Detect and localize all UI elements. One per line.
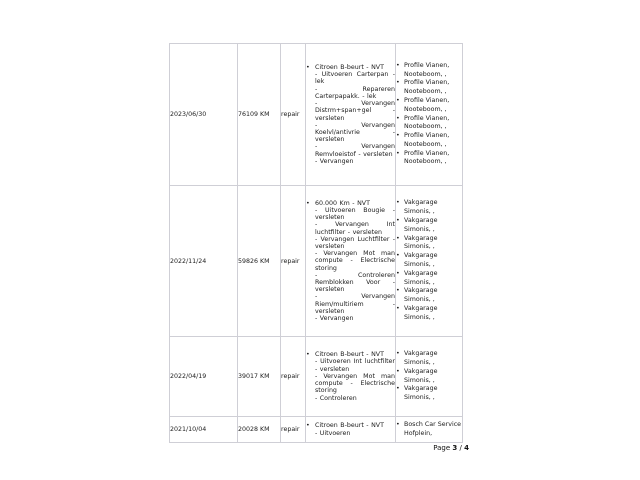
service-detail-line: - Vervangen Int luchtfilter - versleten xyxy=(315,221,395,236)
page-footer-separator: / xyxy=(459,444,462,452)
bullet-icon: • xyxy=(396,234,400,242)
service-details-list xyxy=(315,64,395,165)
bullet-icon: • xyxy=(396,149,400,157)
odometer-value: 59826 KM xyxy=(238,257,270,265)
service-detail-line: - Controleren Remblokken Voor - versleten xyxy=(315,271,395,294)
bullet-icon: • xyxy=(396,114,400,122)
provider-list xyxy=(396,62,462,168)
provider-name: Vakgarage Simonis, , xyxy=(404,252,438,268)
service-detail-line: - Vervangen Mot man compute - Electrische storing xyxy=(315,372,395,395)
odometer-cell xyxy=(238,417,281,443)
service-type: repair xyxy=(281,373,300,380)
service-date: 2021/10/04 xyxy=(170,426,207,433)
page-footer xyxy=(169,444,469,452)
provider-name: Vakgarage Simonis, , xyxy=(404,217,438,233)
service-detail-line: - Uitvoeren Bougie - versleten xyxy=(315,206,395,222)
provider-list xyxy=(396,421,462,439)
bullet-icon: • xyxy=(396,269,400,277)
service-provider-cell xyxy=(396,337,463,417)
provider-item xyxy=(396,287,462,305)
page-footer-label: Page xyxy=(433,444,451,452)
service-detail-line: 60.000 Km - NVT xyxy=(315,199,370,207)
service-detail-line: - Vervangen Remvloeistof - versleten xyxy=(315,143,395,158)
provider-name: Vakgarage Simonis, , xyxy=(404,385,438,402)
service-detail-line: Citroen B-beurt - NVT xyxy=(315,64,384,72)
bullet-icon: • xyxy=(306,351,310,359)
provider-item xyxy=(396,235,462,253)
provider-name: Vakgarage Simonis, , xyxy=(404,350,438,366)
bullet-icon: • xyxy=(396,79,400,87)
service-provider-cell xyxy=(396,44,463,186)
service-details-cell xyxy=(306,337,396,417)
bullet-icon: • xyxy=(396,287,400,295)
service-record-row xyxy=(170,417,463,443)
provider-name: Vakgarage Simonis, , xyxy=(404,304,438,321)
provider-list xyxy=(396,199,462,322)
provider-name: Vakgarage Simonis, , xyxy=(404,199,438,216)
bullet-icon: • xyxy=(396,367,400,375)
service-detail-line: - Uitvoeren xyxy=(315,429,351,437)
bullet-icon: • xyxy=(306,199,310,207)
service-detail-line: - Uitvoeren Int luchtfilter - versleten xyxy=(315,358,395,373)
service-detail-line: - Vervangen xyxy=(315,157,354,165)
provider-item xyxy=(396,132,462,150)
service-details-cell xyxy=(306,44,396,186)
provider-item xyxy=(396,270,462,288)
page-footer-current: 3 xyxy=(452,444,458,452)
provider-item xyxy=(396,252,462,270)
provider-item xyxy=(396,368,462,386)
provider-item xyxy=(396,97,462,115)
provider-item xyxy=(396,62,462,80)
service-detail-line: - Vervangen Luchtfilter - versleten xyxy=(315,235,395,250)
bullet-icon: • xyxy=(396,385,400,393)
provider-item xyxy=(396,421,462,439)
provider-item xyxy=(396,305,462,323)
bullet-icon: • xyxy=(396,252,400,260)
provider-item xyxy=(396,385,462,403)
bullet-icon: • xyxy=(396,132,400,140)
odometer-value: 20028 KM xyxy=(238,426,270,433)
provider-name: Vakgarage Simonis, , xyxy=(404,234,438,251)
provider-name: Profile Vianen, Nooteboom, , xyxy=(404,114,450,131)
odometer-cell xyxy=(238,44,281,186)
provider-item xyxy=(396,150,462,168)
bullet-icon: • xyxy=(396,420,400,428)
service-detail-line: - Vervangen Distrm+span+gel - versleten xyxy=(315,100,395,122)
service-detail-line: - Vervangen Mot man compute - Electrische storing xyxy=(315,250,395,272)
odometer-cell xyxy=(238,337,281,417)
provider-name: Profile Vianen, Nooteboom, , xyxy=(404,132,450,148)
bullet-icon: • xyxy=(306,422,310,430)
service-history-table xyxy=(169,43,463,443)
bullet-icon: • xyxy=(396,350,400,358)
service-detail-line: - Vervangen Koelvl/antivrie - versleten xyxy=(315,121,395,144)
service-date-cell xyxy=(170,44,238,186)
bullet-icon: • xyxy=(396,61,400,69)
provider-item xyxy=(396,350,462,368)
service-detail-line: - Uitvoeren Carterpan - lek xyxy=(315,71,395,86)
bullet-icon: • xyxy=(396,304,400,312)
service-detail-line: - Vervangen Riem/multiriem - versleten xyxy=(315,293,395,315)
provider-item xyxy=(396,217,462,235)
odometer-cell xyxy=(238,186,281,337)
provider-name: Vakgarage Simonis, , xyxy=(404,367,438,384)
provider-item xyxy=(396,199,462,217)
service-type: repair xyxy=(281,426,300,433)
service-detail-line: - Vervangen xyxy=(315,315,354,323)
service-date: 2022/11/24 xyxy=(170,257,207,265)
service-type-cell xyxy=(281,186,306,337)
service-date-cell xyxy=(170,186,238,337)
service-detail-line: - Repareren Carterpapakk. - lek xyxy=(315,85,395,100)
provider-list xyxy=(396,350,462,403)
service-date: 2022/04/19 xyxy=(170,373,207,380)
service-detail-line: - Controleren xyxy=(315,394,357,402)
odometer-value: 76109 KM xyxy=(238,111,270,118)
service-detail-line: Citroen B-beurt - NVT xyxy=(315,351,384,359)
provider-name: Vakgarage Simonis, , xyxy=(404,269,438,286)
service-provider-cell xyxy=(396,417,463,443)
service-provider-cell xyxy=(396,186,463,337)
service-type-cell xyxy=(281,44,306,186)
service-date-cell xyxy=(170,337,238,417)
service-record-row xyxy=(170,186,463,337)
bullet-icon: • xyxy=(306,64,310,72)
service-details-list xyxy=(315,422,395,436)
service-details-cell xyxy=(306,417,396,443)
provider-name: Profile Vianen, Nooteboom, , xyxy=(404,61,450,78)
service-type: repair xyxy=(281,257,300,265)
service-details-list xyxy=(315,200,395,322)
bullet-icon: • xyxy=(396,96,400,104)
provider-name: Profile Vianen, Nooteboom, , xyxy=(404,79,450,96)
service-date: 2023/06/30 xyxy=(170,111,207,118)
provider-item xyxy=(396,115,462,133)
service-type-cell xyxy=(281,337,306,417)
provider-name: Profile Vianen, Nooteboom, , xyxy=(404,96,450,113)
bullet-icon: • xyxy=(396,217,400,225)
page-footer-total: 4 xyxy=(464,444,469,452)
provider-item xyxy=(396,79,462,97)
provider-name: Bosch Car Service Hofplein, xyxy=(404,420,462,437)
service-type-cell xyxy=(281,417,306,443)
service-detail-line: Citroen B-beurt - NVT xyxy=(315,422,384,430)
bullet-icon: • xyxy=(396,199,400,207)
service-record-row xyxy=(170,44,463,186)
provider-name: Profile Vianen, Nooteboom, , xyxy=(404,149,450,166)
odometer-value: 39017 KM xyxy=(238,373,270,380)
service-details-cell xyxy=(306,186,396,337)
service-details-list xyxy=(315,351,395,401)
service-type: repair xyxy=(281,111,300,118)
service-record-row xyxy=(170,337,463,417)
provider-name: Vakgarage Simonis, , xyxy=(404,287,438,304)
service-date-cell xyxy=(170,417,238,443)
